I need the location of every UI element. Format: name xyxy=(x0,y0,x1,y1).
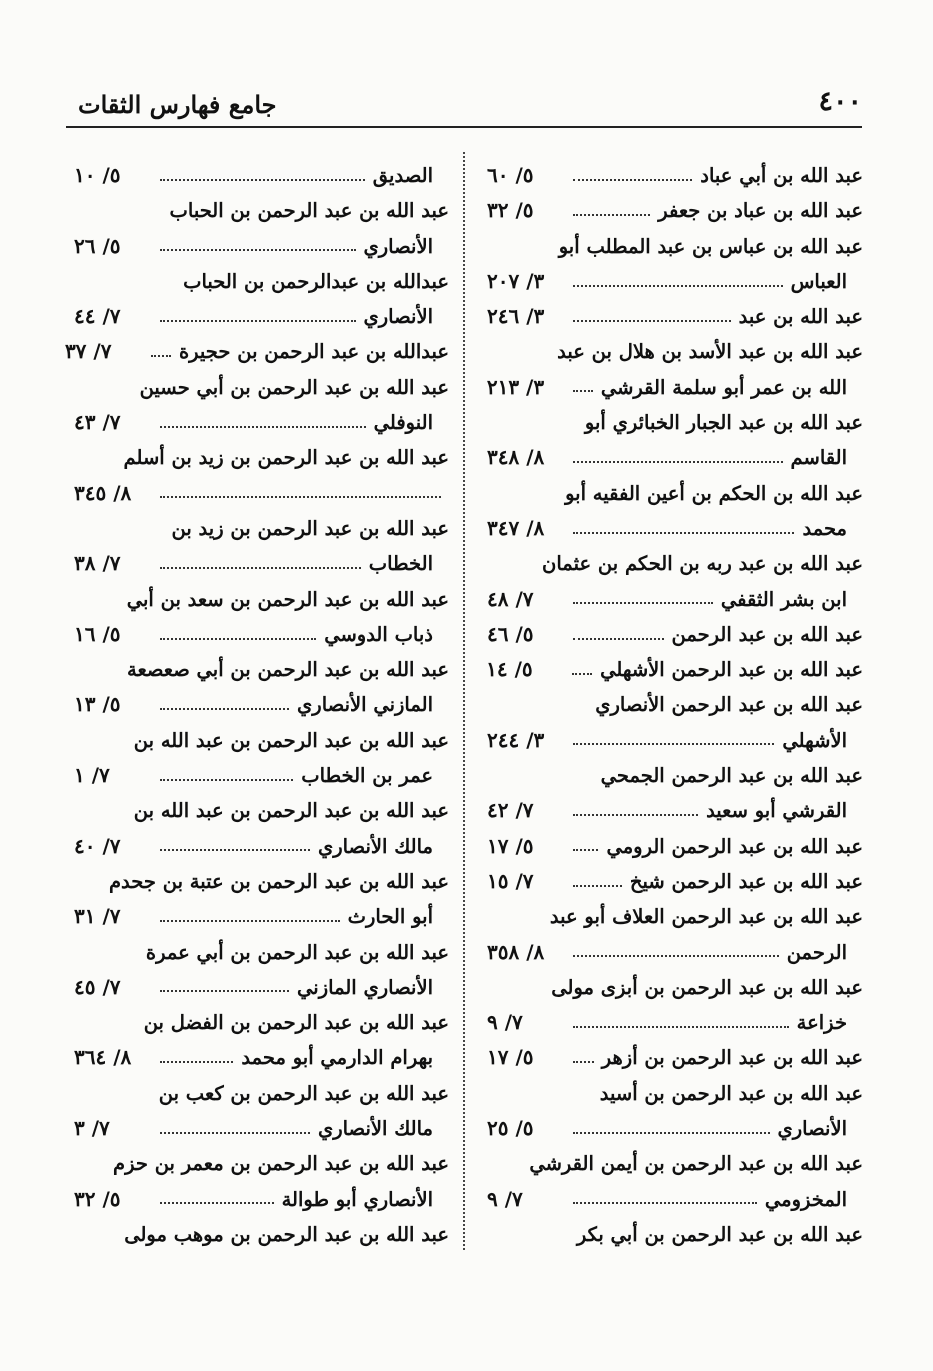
index-entry-line xyxy=(487,687,863,722)
dot-leader xyxy=(160,779,293,781)
dot-leader xyxy=(160,1202,274,1204)
entry-name: عبد الله بن عبد الرحمن بن أبزى مولى xyxy=(551,975,863,999)
entry-name: عبد الله بن أبي عباد xyxy=(700,164,863,187)
dot-leader xyxy=(160,849,310,851)
dot-leader xyxy=(573,955,779,957)
entry-name: عبد الله بن عبد الرحمن بن عتبة بن جحدم xyxy=(108,869,449,893)
entry-reference: ٥/ ١٠ xyxy=(74,163,121,187)
entry-reference: ٨/ ٣٥٨ xyxy=(487,939,545,964)
index-entry-line xyxy=(487,1146,863,1181)
entry-name: عبد الله بن عبد الرحمن الأشهلي xyxy=(600,658,863,682)
entry-reference: ٨/ ٣٤٥ xyxy=(74,480,132,505)
dot-leader xyxy=(160,249,356,251)
index-entry-line xyxy=(74,970,449,1005)
entry-reference: ٥/ ٢٦ xyxy=(74,233,121,258)
index-entry-line xyxy=(487,899,863,934)
entry-name: عبد الله بن عبد الرحمن بن أيمن القرشي xyxy=(529,1152,863,1176)
index-entry-line xyxy=(74,723,449,758)
dot-leader xyxy=(573,285,783,287)
entry-name: عبد الله بن عبد الرحمن الأنصاري xyxy=(595,693,863,717)
entry-name: عبد الله بن عبد الرحمن الرومي xyxy=(606,834,863,858)
entry-reference: ٧/ ٣١ xyxy=(74,904,121,929)
index-entry-line xyxy=(487,193,863,228)
entry-reference: ٣/ ٢٠٧ xyxy=(487,268,545,293)
index-entry-line xyxy=(74,476,449,511)
index-entry-line xyxy=(74,864,449,899)
entry-name: النوفلي xyxy=(373,411,433,435)
entry-reference: ٣/ ٢١٣ xyxy=(486,374,545,399)
index-entry-line xyxy=(74,899,449,934)
entry-name: الرحمن xyxy=(786,940,847,964)
entry-reference: ٧/ ١٥ xyxy=(487,868,534,893)
index-entry-line xyxy=(487,370,863,405)
entry-name: عبد الله بن عبد الرحمن xyxy=(671,622,863,646)
dot-leader xyxy=(160,1061,233,1063)
page-header xyxy=(66,82,862,128)
entry-reference: ٧/ ٩ xyxy=(487,1010,523,1035)
index-column-right xyxy=(487,158,863,1258)
entry-name: عبد الله بن عبد الرحمن الجمحي xyxy=(600,764,863,788)
entry-name: عبد الله بن عبد الرحمن بن عبد الله بن xyxy=(133,728,449,752)
entry-name: عبد الله بن الحكم بن أعين الفقيه أبو xyxy=(565,481,863,505)
index-entry-line xyxy=(487,582,863,617)
dot-leader xyxy=(160,496,441,498)
index-entry-line xyxy=(487,1111,863,1146)
entry-name: عبد الله بن عبد الرحمن العلاف أبو عبد xyxy=(549,905,863,929)
index-entry-line xyxy=(74,652,449,687)
dot-leader xyxy=(160,179,365,181)
index-entry-line xyxy=(487,1040,863,1075)
entry-name: الأشهلي xyxy=(782,728,847,752)
index-entry-line xyxy=(74,758,449,793)
entry-name: مالك الأنصاري xyxy=(317,1117,433,1141)
entry-name: عبد الله بن عبد الرحمن شيخ xyxy=(629,869,863,893)
entry-name: أبو الحارث xyxy=(347,905,433,929)
dot-leader xyxy=(573,638,664,640)
index-entry-line xyxy=(487,758,863,793)
entry-reference: ٥/ ٦٠ xyxy=(487,163,534,187)
dot-leader xyxy=(573,1132,770,1134)
entry-reference: ٥/ ٣٢ xyxy=(487,198,534,223)
dot-leader xyxy=(573,320,731,322)
entry-reference: ٣/ ٢٤٤ xyxy=(487,727,545,752)
index-entry-line xyxy=(487,617,863,652)
entry-name: الأنصاري xyxy=(363,234,433,258)
dot-leader xyxy=(573,1026,789,1028)
entry-reference: ٧/ ٩ xyxy=(487,1186,523,1211)
dot-leader xyxy=(572,673,592,675)
index-entry-line xyxy=(74,229,449,264)
entry-name: عبد الله بن عبد الرحمن بن أبي بكر xyxy=(576,1222,863,1246)
index-entry-line xyxy=(74,405,449,440)
entry-reference: ٧/ ٤٠ xyxy=(74,833,121,858)
index-entry-line xyxy=(74,1146,449,1181)
index-entry-line xyxy=(74,793,449,828)
index-entry-line xyxy=(487,652,863,687)
index-entry-line xyxy=(487,1005,863,1040)
entry-name: عبد الله بن عبد الرحمن بن زيد بن xyxy=(171,516,449,540)
index-entry-line xyxy=(487,299,863,334)
entry-name: عبد الله بن عبد الرحمن بن أبي عمرة xyxy=(145,940,449,964)
index-column-left xyxy=(64,158,449,1258)
entry-reference: ٨/ ٣٤٧ xyxy=(487,515,545,540)
entry-name: عبد الله بن عبد xyxy=(738,305,863,329)
index-entry-line xyxy=(74,1076,449,1111)
index-entry-line xyxy=(74,617,449,652)
page-number: ٤٠٠ xyxy=(818,86,862,117)
entry-name: الصديق xyxy=(372,164,433,187)
dot-leader xyxy=(160,1132,310,1134)
entry-name: عبد الله بن عبد الرحمن بن أبي صعصعة xyxy=(127,658,449,682)
index-entry-line xyxy=(74,1111,449,1146)
entry-name: عبد الله بن عبد الأسد بن هلال بن عبد xyxy=(557,340,863,364)
index-entry-line xyxy=(487,546,863,581)
index-entry-line xyxy=(74,1217,449,1252)
entry-name: عبد الله بن عبد الرحمن بن الحباب xyxy=(169,199,449,223)
index-entry-line xyxy=(487,158,863,193)
dot-leader xyxy=(573,532,794,534)
entry-reference: ٧/ ٤٤ xyxy=(74,304,121,329)
dot-leader xyxy=(573,743,774,745)
entry-name: عبد الله بن عبد الرحمن بن عبد الله بن xyxy=(133,799,449,823)
entry-name: خزاعة xyxy=(796,1011,847,1035)
entry-name: عبد الله بن عبد الرحمن بن أبي حسين xyxy=(139,375,449,399)
dot-leader xyxy=(573,390,593,392)
entry-name: الأنصاري xyxy=(777,1117,847,1141)
entry-name: الأنصاري أبو طوالة xyxy=(281,1187,433,1211)
entry-name: الأنصاري xyxy=(363,305,433,329)
entry-reference: ٧/ ٤٢ xyxy=(487,798,534,823)
dot-leader xyxy=(573,214,650,216)
index-entry-line xyxy=(74,1040,449,1075)
index-entry-line xyxy=(487,864,863,899)
entry-reference: ٣/ ٢٤٦ xyxy=(487,304,545,329)
entry-reference: ٨/ ٣٦٤ xyxy=(74,1045,132,1070)
entry-name: عمر بن الخطاب xyxy=(301,764,433,788)
dot-leader xyxy=(573,1061,594,1063)
entry-name: عبد الله بن عباد بن جعفر xyxy=(658,199,863,223)
entry-reference: ٥/ ١٣ xyxy=(74,692,121,717)
entry-name: عبد الله بن عبد الرحمن بن أزهر xyxy=(601,1046,863,1070)
index-entry-line xyxy=(74,582,449,617)
dot-leader xyxy=(573,461,783,463)
entry-name: مالك الأنصاري xyxy=(317,834,433,858)
index-entry-line xyxy=(487,970,863,1005)
dot-leader xyxy=(160,638,316,640)
dot-leader xyxy=(160,920,340,922)
index-entry-line xyxy=(487,793,863,828)
entry-name: عبد الله بن عبد الرحمن بن زيد بن أسلم xyxy=(123,446,449,470)
index-entry-line xyxy=(487,264,863,299)
dot-leader xyxy=(160,426,366,428)
entry-reference: ٥/ ١٧ xyxy=(487,833,534,858)
index-entry-line xyxy=(74,546,449,581)
index-entry-line xyxy=(74,193,449,228)
index-entry-line xyxy=(487,405,863,440)
index-entry-line xyxy=(74,158,449,193)
index-entry-line xyxy=(74,935,449,970)
index-entry-line xyxy=(74,440,449,475)
index-entry-line xyxy=(74,370,449,405)
entry-name: العباس xyxy=(790,269,847,293)
entry-name: عبد الله بن عبد ربه بن الحكم بن عثمان xyxy=(542,552,863,576)
index-entry-line xyxy=(74,264,449,299)
dot-leader xyxy=(573,602,713,604)
entry-reference: ٥/ ١٦ xyxy=(74,621,121,646)
entry-reference: ٥/ ٤٦ xyxy=(487,621,534,646)
dot-leader xyxy=(160,990,289,992)
index-entry-line xyxy=(74,829,449,864)
entry-name: المازني الأنصاري xyxy=(297,693,433,717)
dot-leader xyxy=(573,1202,757,1204)
entry-name: عبدالله بن عبد الرحمن بن حجيرة xyxy=(178,340,449,364)
index-entry-line xyxy=(487,1076,863,1111)
index-entry-line xyxy=(487,476,863,511)
entry-name: عبدالله بن عبدالرحمن بن الحباب xyxy=(183,269,449,293)
dot-leader xyxy=(160,708,289,710)
entry-name: عبد الله بن عباس بن عبد المطلب أبو xyxy=(558,234,863,258)
entry-reference: ٥/ ٢٥ xyxy=(487,1116,534,1141)
index-entry-line xyxy=(74,299,449,334)
index-entry-line xyxy=(74,1182,449,1217)
index-entry-line xyxy=(487,229,863,264)
index-entry-line xyxy=(487,1182,863,1217)
dot-leader xyxy=(573,179,692,181)
entry-name: الأنصاري المازني xyxy=(297,975,433,999)
index-entry-line xyxy=(487,334,863,369)
index-entry-line xyxy=(487,935,863,970)
index-entry-line xyxy=(487,1217,863,1252)
entry-reference: ٧/ ٣ xyxy=(74,1116,110,1141)
index-entry-line xyxy=(64,334,449,369)
entry-name: محمد xyxy=(802,516,847,540)
entry-reference: ٥/ ١٤ xyxy=(486,657,533,682)
entry-name: عبد الله بن عبد الرحمن بن كعب بن xyxy=(158,1081,449,1105)
entry-reference: ٥/ ١٧ xyxy=(487,1045,534,1070)
entry-reference: ٧/ ١ xyxy=(74,763,110,788)
entry-name: بهرام الدارمي أبو محمد xyxy=(241,1046,433,1070)
dot-leader xyxy=(160,567,361,569)
entry-name: عبد الله بن عبد الرحمن بن موهب مولى xyxy=(124,1222,449,1246)
entry-reference: ٧/ ٤٨ xyxy=(487,586,534,611)
entry-name: القرشي أبو سعيد xyxy=(706,799,847,823)
dot-leader xyxy=(573,814,698,816)
entry-name: الله بن عمر أبو سلمة القرشي xyxy=(600,375,847,399)
entry-reference: ٧/ ٣٧ xyxy=(64,339,112,364)
entry-name: عبد الله بن عبد الرحمن بن سعد بن أبي xyxy=(126,587,449,611)
entry-name: عبد الله بن عبد الرحمن بن أسيد xyxy=(599,1081,863,1105)
index-entry-line xyxy=(487,723,863,758)
entry-reference: ٨/ ٣٤٨ xyxy=(487,445,545,470)
column-divider xyxy=(463,152,465,1250)
entry-reference: ٧/ ٣٨ xyxy=(74,551,121,576)
entry-name: عبد الله بن عبد الرحمن بن معمر بن حزم xyxy=(113,1152,449,1176)
entry-name: ذباب الدوسي xyxy=(324,622,433,646)
index-entry-line xyxy=(487,829,863,864)
entry-reference: ٧/ ٤٣ xyxy=(74,410,121,435)
entry-name: عبد الله بن عبد الجبار الخبائري أبو xyxy=(584,411,863,435)
dot-leader xyxy=(573,849,598,851)
index-entry-line xyxy=(74,1005,449,1040)
entry-name: عبد الله بن عبد الرحمن بن الفضل بن xyxy=(143,1011,449,1035)
entry-reference: ٥/ ٣٢ xyxy=(74,1186,121,1211)
book-title: جامع فهارس الثقات xyxy=(78,90,277,119)
entry-name: القاسم xyxy=(790,446,847,470)
entry-name: المخزومي xyxy=(764,1187,847,1211)
entry-name: ابن بشر الثقفي xyxy=(720,587,847,611)
entry-name: الخطاب xyxy=(368,552,433,576)
index-entry-line xyxy=(487,511,863,546)
index-entry-line xyxy=(74,687,449,722)
index-entry-line xyxy=(487,440,863,475)
dot-leader xyxy=(160,320,356,322)
dot-leader xyxy=(573,885,622,887)
dot-leader xyxy=(151,355,171,357)
index-entry-line xyxy=(74,511,449,546)
entry-reference: ٧/ ٤٥ xyxy=(74,974,121,999)
